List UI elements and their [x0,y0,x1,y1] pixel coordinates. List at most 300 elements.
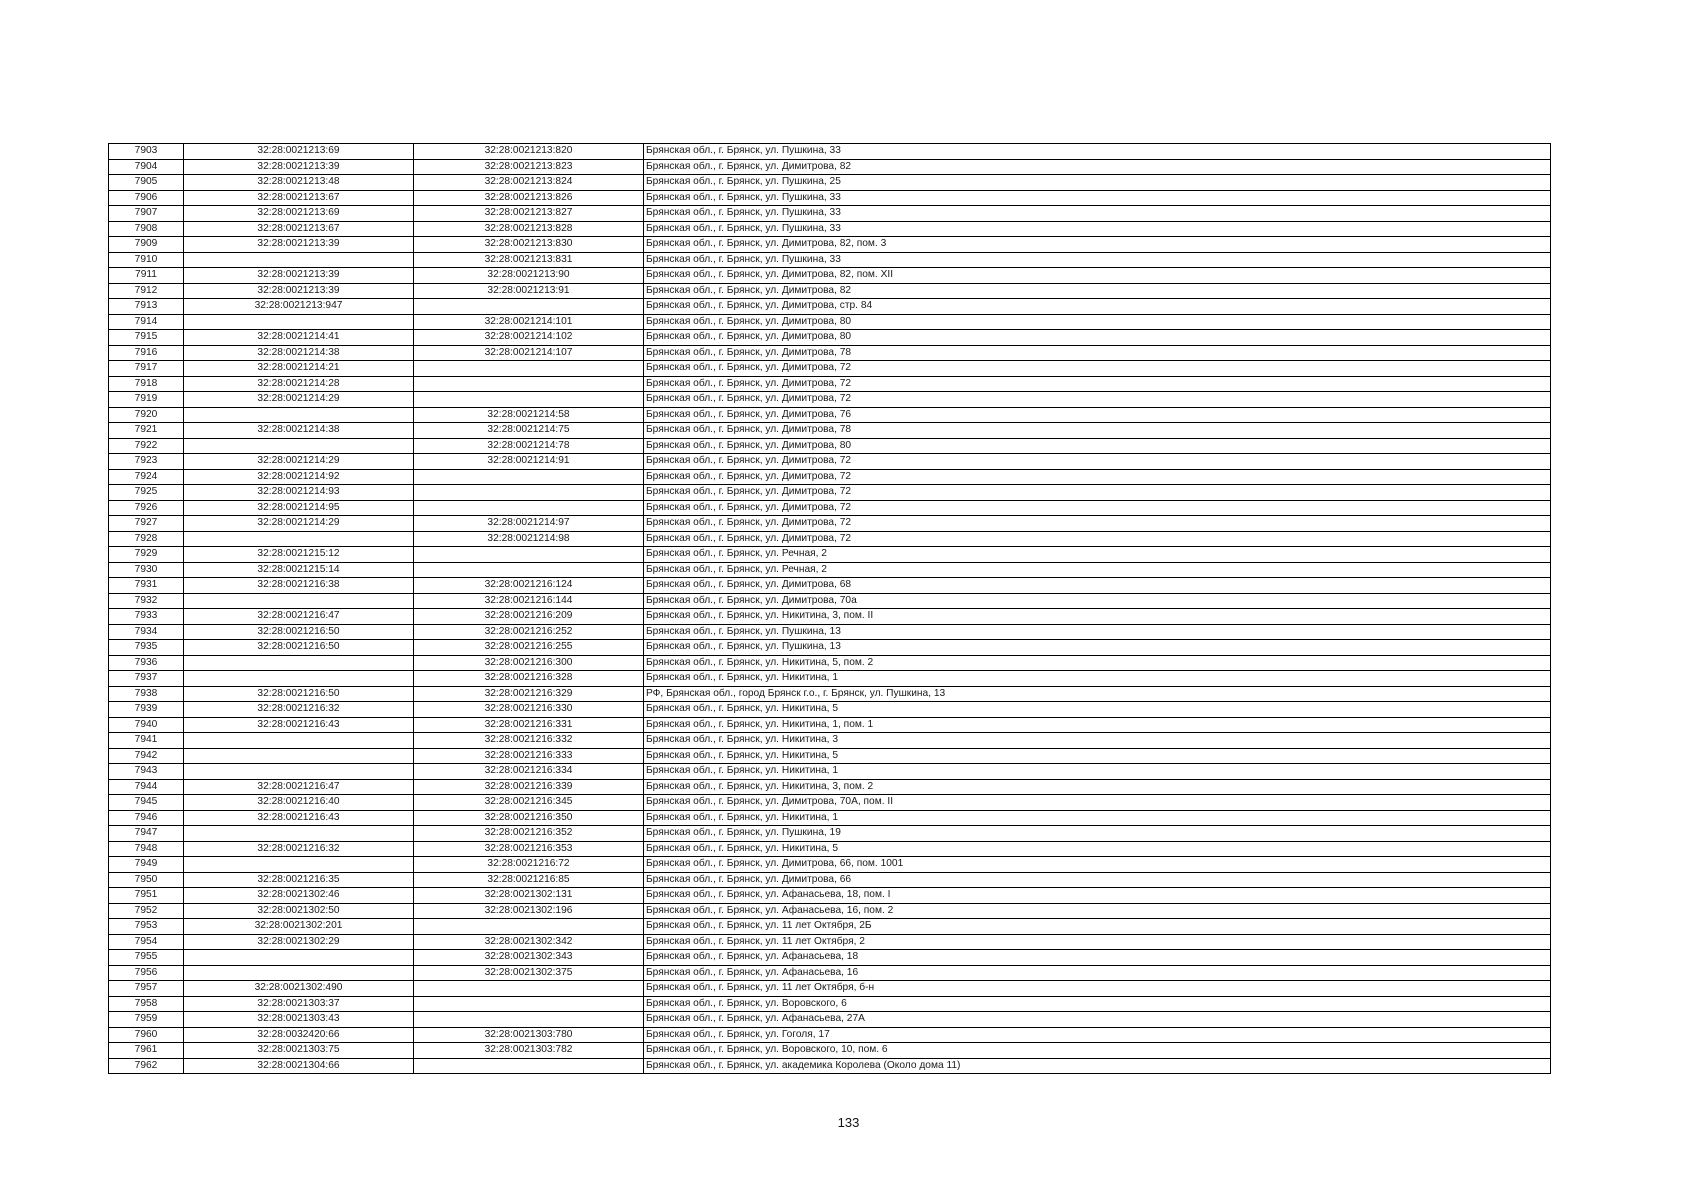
row-number-cell: 7941 [109,733,184,749]
land-plot-cadastral-cell: 32:28:0021303:43 [184,1012,414,1028]
address-cell: Брянская обл., г. Брянск, ул. Димитрова, 66, пом. 1001 [644,857,1551,873]
object-cadastral-cell: 32:28:0021214:58 [414,407,644,423]
object-cadastral-cell: 32:28:0021216:353 [414,841,644,857]
object-cadastral-cell [414,361,644,377]
object-cadastral-cell: 32:28:0021216:345 [414,795,644,811]
table-row [109,1058,1551,1074]
row-number-cell: 7940 [109,717,184,733]
land-plot-cadastral-cell: 32:28:0021214:29 [184,392,414,408]
object-cadastral-cell: 32:28:0021216:350 [414,810,644,826]
table-row [109,640,1551,656]
table-row [109,562,1551,578]
table-row [109,609,1551,625]
table-row [109,702,1551,718]
table-row [109,841,1551,857]
table-row [109,469,1551,485]
row-number-cell: 7906 [109,190,184,206]
land-plot-cadastral-cell: 32:28:0021214:29 [184,454,414,470]
table-row [109,547,1551,563]
row-number-cell: 7908 [109,221,184,237]
object-cadastral-cell: 32:28:0021302:375 [414,965,644,981]
land-plot-cadastral-cell [184,671,414,687]
table-row [109,392,1551,408]
table-row [109,981,1551,997]
row-number-cell: 7912 [109,283,184,299]
address-cell: Брянская обл., г. Брянск, ул. Никитина, 3 [644,733,1551,749]
row-number-cell: 7932 [109,593,184,609]
address-cell: Брянская обл., г. Брянск, ул. Речная, 2 [644,547,1551,563]
address-cell: Брянская обл., г. Брянск, ул. академика Королева (Около дома 11) [644,1058,1551,1074]
address-cell: Брянская обл., г. Брянск, ул. Димитрова, 72 [644,516,1551,532]
object-cadastral-cell [414,500,644,516]
land-plot-cadastral-cell: 32:28:0021213:947 [184,299,414,315]
address-cell: Брянская обл., г. Брянск, ул. Никитина, 1 [644,810,1551,826]
table-row [109,438,1551,454]
row-number-cell: 7933 [109,609,184,625]
object-cadastral-cell: 32:28:0021303:782 [414,1043,644,1059]
table-row [109,671,1551,687]
address-cell: Брянская обл., г. Брянск, ул. Пушкина, 33 [644,252,1551,268]
row-number-cell: 7917 [109,361,184,377]
table-row [109,376,1551,392]
address-cell: Брянская обл., г. Брянск, ул. Пушкина, 33 [644,190,1551,206]
land-plot-cadastral-cell: 32:28:0021304:66 [184,1058,414,1074]
address-cell: Брянская обл., г. Брянск, ул. Димитрова, 66 [644,872,1551,888]
object-cadastral-cell [414,919,644,935]
row-number-cell: 7942 [109,748,184,764]
land-plot-cadastral-cell: 32:28:0021216:32 [184,702,414,718]
table-row [109,500,1551,516]
address-cell: Брянская обл., г. Брянск, ул. Димитрова, 72 [644,361,1551,377]
row-number-cell: 7915 [109,330,184,346]
table-row [109,996,1551,1012]
address-cell: Брянская обл., г. Брянск, ул. Димитрова, 72 [644,392,1551,408]
address-cell: Брянская обл., г. Брянск, ул. Димитрова, 70а [644,593,1551,609]
address-cell: Брянская обл., г. Брянск, ул. Димитрова, стр. 84 [644,299,1551,315]
table-row [109,950,1551,966]
table-row [109,423,1551,439]
object-cadastral-cell: 32:28:0021216:339 [414,779,644,795]
land-plot-cadastral-cell: 32:28:0021302:201 [184,919,414,935]
land-plot-cadastral-cell: 32:28:0021303:37 [184,996,414,1012]
row-number-cell: 7935 [109,640,184,656]
land-plot-cadastral-cell [184,826,414,842]
address-cell: Брянская обл., г. Брянск, ул. Речная, 2 [644,562,1551,578]
table-row [109,733,1551,749]
address-cell: Брянская обл., г. Брянск, ул. Никитина, 1 [644,671,1551,687]
table-row [109,330,1551,346]
land-plot-cadastral-cell: 32:28:0021213:39 [184,268,414,284]
row-number-cell: 7943 [109,764,184,780]
land-plot-cadastral-cell: 32:28:0021302:50 [184,903,414,919]
land-plot-cadastral-cell [184,950,414,966]
address-cell: Брянская обл., г. Брянск, ул. Димитрова, 68 [644,578,1551,594]
address-cell: Брянская обл., г. Брянск, ул. Димитрова, 80 [644,330,1551,346]
object-cadastral-cell: 32:28:0021213:828 [414,221,644,237]
registry-table-body [109,144,1551,1074]
address-cell: Брянская обл., г. Брянск, ул. Афанасьева, 27А [644,1012,1551,1028]
object-cadastral-cell: 32:28:0021214:97 [414,516,644,532]
row-number-cell: 7951 [109,888,184,904]
object-cadastral-cell: 32:28:0021216:252 [414,624,644,640]
table-row [109,795,1551,811]
object-cadastral-cell: 32:28:0021216:331 [414,717,644,733]
row-number-cell: 7924 [109,469,184,485]
land-plot-cadastral-cell [184,655,414,671]
row-number-cell: 7904 [109,159,184,175]
object-cadastral-cell: 32:28:0021216:328 [414,671,644,687]
object-cadastral-cell: 32:28:0021216:352 [414,826,644,842]
object-cadastral-cell [414,485,644,501]
address-cell: Брянская обл., г. Брянск, ул. Димитрова, 82, пом. XII [644,268,1551,284]
object-cadastral-cell [414,981,644,997]
land-plot-cadastral-cell [184,438,414,454]
land-plot-cadastral-cell: 32:28:0021213:39 [184,159,414,175]
land-plot-cadastral-cell: 32:28:0021214:93 [184,485,414,501]
land-plot-cadastral-cell [184,531,414,547]
row-number-cell: 7958 [109,996,184,1012]
land-plot-cadastral-cell [184,733,414,749]
land-plot-cadastral-cell: 32:28:0021216:43 [184,810,414,826]
row-number-cell: 7926 [109,500,184,516]
land-plot-cadastral-cell: 32:28:0021216:40 [184,795,414,811]
land-plot-cadastral-cell: 32:28:0021216:50 [184,624,414,640]
table-row [109,748,1551,764]
object-cadastral-cell: 32:28:0021216:72 [414,857,644,873]
object-cadastral-cell: 32:28:0021216:332 [414,733,644,749]
object-cadastral-cell: 32:28:0021213:830 [414,237,644,253]
address-cell: Брянская обл., г. Брянск, ул. Димитрова, 82 [644,159,1551,175]
land-plot-cadastral-cell [184,252,414,268]
address-cell: Брянская обл., г. Брянск, ул. Никитина, 5 [644,702,1551,718]
registry-table [108,143,1551,1074]
land-plot-cadastral-cell: 32:28:0021216:32 [184,841,414,857]
land-plot-cadastral-cell: 32:28:0021216:38 [184,578,414,594]
address-cell: Брянская обл., г. Брянск, ул. Димитрова, 72 [644,485,1551,501]
address-cell: Брянская обл., г. Брянск, ул. 11 лет Октября, 2Б [644,919,1551,935]
row-number-cell: 7918 [109,376,184,392]
table-row [109,872,1551,888]
address-cell: Брянская обл., г. Брянск, ул. Димитрова, 72 [644,454,1551,470]
table-row [109,268,1551,284]
table-row [109,361,1551,377]
land-plot-cadastral-cell: 32:28:0021213:48 [184,175,414,191]
row-number-cell: 7957 [109,981,184,997]
row-number-cell: 7949 [109,857,184,873]
object-cadastral-cell: 32:28:0021216:334 [414,764,644,780]
object-cadastral-cell: 32:28:0021214:98 [414,531,644,547]
address-cell: Брянская обл., г. Брянск, ул. Никитина, 1, пом. 1 [644,717,1551,733]
land-plot-cadastral-cell [184,407,414,423]
table-row [109,826,1551,842]
land-plot-cadastral-cell: 32:28:0021214:92 [184,469,414,485]
object-cadastral-cell: 32:28:0021216:255 [414,640,644,656]
land-plot-cadastral-cell: 32:28:0021213:39 [184,237,414,253]
row-number-cell: 7945 [109,795,184,811]
land-plot-cadastral-cell: 32:28:0021214:38 [184,423,414,439]
row-number-cell: 7936 [109,655,184,671]
address-cell: Брянская обл., г. Брянск, ул. Пушкина, 13 [644,640,1551,656]
address-cell: Брянская обл., г. Брянск, ул. Афанасьева, 18 [644,950,1551,966]
table-row [109,454,1551,470]
row-number-cell: 7910 [109,252,184,268]
object-cadastral-cell [414,392,644,408]
address-cell: Брянская обл., г. Брянск, ул. Димитрова, 78 [644,345,1551,361]
land-plot-cadastral-cell: 32:28:0021216:35 [184,872,414,888]
table-row [109,857,1551,873]
row-number-cell: 7928 [109,531,184,547]
address-cell: Брянская обл., г. Брянск, ул. Пушкина, 33 [644,221,1551,237]
table-row [109,578,1551,594]
table-row [109,314,1551,330]
land-plot-cadastral-cell [184,965,414,981]
address-cell: Брянская обл., г. Брянск, ул. Никитина, 5, пом. 2 [644,655,1551,671]
table-row [109,221,1551,237]
address-cell: Брянская обл., г. Брянск, ул. Димитрова, 72 [644,500,1551,516]
row-number-cell: 7962 [109,1058,184,1074]
row-number-cell: 7946 [109,810,184,826]
land-plot-cadastral-cell: 32:28:0021214:38 [184,345,414,361]
address-cell: Брянская обл., г. Брянск, ул. Афанасьева, 18, пом. I [644,888,1551,904]
table-row [109,717,1551,733]
object-cadastral-cell: 32:28:0021302:343 [414,950,644,966]
table-row [109,252,1551,268]
row-number-cell: 7931 [109,578,184,594]
object-cadastral-cell: 32:28:0021216:209 [414,609,644,625]
land-plot-cadastral-cell: 32:28:0021214:28 [184,376,414,392]
object-cadastral-cell: 32:28:0021216:124 [414,578,644,594]
address-cell: Брянская обл., г. Брянск, ул. Димитрова, 70А, пом. II [644,795,1551,811]
land-plot-cadastral-cell: 32:28:0021216:47 [184,779,414,795]
object-cadastral-cell: 32:28:0021302:342 [414,934,644,950]
row-number-cell: 7961 [109,1043,184,1059]
address-cell: Брянская обл., г. Брянск, ул. Димитрова, 78 [644,423,1551,439]
row-number-cell: 7914 [109,314,184,330]
object-cadastral-cell: 32:28:0021216:330 [414,702,644,718]
table-row [109,159,1551,175]
row-number-cell: 7950 [109,872,184,888]
table-row [109,190,1551,206]
table-row [109,1027,1551,1043]
land-plot-cadastral-cell: 32:28:0021214:21 [184,361,414,377]
object-cadastral-cell: 32:28:0021213:90 [414,268,644,284]
address-cell: Брянская обл., г. Брянск, ул. Пушкина, 25 [644,175,1551,191]
object-cadastral-cell: 32:28:0021213:820 [414,144,644,160]
object-cadastral-cell [414,547,644,563]
row-number-cell: 7907 [109,206,184,222]
land-plot-cadastral-cell: 32:28:0021302:46 [184,888,414,904]
object-cadastral-cell: 32:28:0021214:102 [414,330,644,346]
table-row [109,934,1551,950]
land-plot-cadastral-cell: 32:28:0021216:43 [184,717,414,733]
row-number-cell: 7953 [109,919,184,935]
row-number-cell: 7909 [109,237,184,253]
object-cadastral-cell [414,376,644,392]
object-cadastral-cell [414,299,644,315]
row-number-cell: 7959 [109,1012,184,1028]
object-cadastral-cell: 32:28:0021216:144 [414,593,644,609]
table-row [109,965,1551,981]
address-cell: Брянская обл., г. Брянск, ул. Никитина, 1 [644,764,1551,780]
row-number-cell: 7930 [109,562,184,578]
object-cadastral-cell: 32:28:0021216:333 [414,748,644,764]
land-plot-cadastral-cell [184,764,414,780]
row-number-cell: 7934 [109,624,184,640]
land-plot-cadastral-cell [184,593,414,609]
address-cell: Брянская обл., г. Брянск, ул. Димитрова, 82, пом. 3 [644,237,1551,253]
land-plot-cadastral-cell: 32:28:0021213:67 [184,190,414,206]
address-cell: Брянская обл., г. Брянск, ул. Никитина, 3, пом. 2 [644,779,1551,795]
address-cell: Брянская обл., г. Брянск, ул. Димитрова, 82 [644,283,1551,299]
land-plot-cadastral-cell: 32:28:0021216:50 [184,640,414,656]
table-row [109,407,1551,423]
object-cadastral-cell [414,1058,644,1074]
row-number-cell: 7956 [109,965,184,981]
row-number-cell: 7944 [109,779,184,795]
land-plot-cadastral-cell: 32:28:0021215:12 [184,547,414,563]
address-cell: Брянская обл., г. Брянск, ул. Димитрова, 72 [644,469,1551,485]
table-row [109,764,1551,780]
land-plot-cadastral-cell: 32:28:0021213:69 [184,144,414,160]
land-plot-cadastral-cell: 32:28:0021213:69 [184,206,414,222]
row-number-cell: 7955 [109,950,184,966]
row-number-cell: 7913 [109,299,184,315]
land-plot-cadastral-cell: 32:28:0021213:67 [184,221,414,237]
table-row [109,516,1551,532]
land-plot-cadastral-cell: 32:28:0021302:29 [184,934,414,950]
table-row [109,888,1551,904]
object-cadastral-cell: 32:28:0021216:300 [414,655,644,671]
row-number-cell: 7903 [109,144,184,160]
land-plot-cadastral-cell: 32:28:0021302:490 [184,981,414,997]
address-cell: Брянская обл., г. Брянск, ул. Димитрова, 76 [644,407,1551,423]
row-number-cell: 7947 [109,826,184,842]
row-number-cell: 7929 [109,547,184,563]
table-row [109,237,1551,253]
address-cell: Брянская обл., г. Брянск, ул. Никитина, 3, пом. II [644,609,1551,625]
table-row [109,144,1551,160]
row-number-cell: 7954 [109,934,184,950]
object-cadastral-cell [414,996,644,1012]
row-number-cell: 7922 [109,438,184,454]
object-cadastral-cell: 32:28:0021213:827 [414,206,644,222]
row-number-cell: 7927 [109,516,184,532]
object-cadastral-cell [414,562,644,578]
object-cadastral-cell: 32:28:0021213:826 [414,190,644,206]
object-cadastral-cell: 32:28:0021213:91 [414,283,644,299]
land-plot-cadastral-cell: 32:28:0021216:47 [184,609,414,625]
address-cell: Брянская обл., г. Брянск, ул. Афанасьева, 16, пом. 2 [644,903,1551,919]
address-cell: Брянская обл., г. Брянск, ул. Воровского, 10, пом. 6 [644,1043,1551,1059]
land-plot-cadastral-cell [184,748,414,764]
address-cell: Брянская обл., г. Брянск, ул. Пушкина, 33 [644,206,1551,222]
table-row [109,1043,1551,1059]
object-cadastral-cell: 32:28:0021214:75 [414,423,644,439]
object-cadastral-cell: 32:28:0021302:196 [414,903,644,919]
land-plot-cadastral-cell: 32:28:0021214:41 [184,330,414,346]
row-number-cell: 7938 [109,686,184,702]
object-cadastral-cell [414,469,644,485]
address-cell: Брянская обл., г. Брянск, ул. Димитрова, 72 [644,531,1551,547]
object-cadastral-cell: 32:28:0021214:101 [414,314,644,330]
table-row [109,485,1551,501]
object-cadastral-cell: 32:28:0021216:329 [414,686,644,702]
table-row [109,810,1551,826]
land-plot-cadastral-cell [184,857,414,873]
land-plot-cadastral-cell: 32:28:0032420:66 [184,1027,414,1043]
address-cell: Брянская обл., г. Брянск, ул. Пушкина, 19 [644,826,1551,842]
row-number-cell: 7925 [109,485,184,501]
table-row [109,919,1551,935]
row-number-cell: 7923 [109,454,184,470]
object-cadastral-cell: 32:28:0021213:831 [414,252,644,268]
object-cadastral-cell: 32:28:0021302:131 [414,888,644,904]
table-row [109,903,1551,919]
address-cell: Брянская обл., г. Брянск, ул. Димитрова, 72 [644,376,1551,392]
address-cell: РФ, Брянская обл., город Брянск г.о., г. Брянск, ул. Пушкина, 13 [644,686,1551,702]
row-number-cell: 7921 [109,423,184,439]
row-number-cell: 7911 [109,268,184,284]
land-plot-cadastral-cell: 32:28:0021215:14 [184,562,414,578]
land-plot-cadastral-cell: 32:28:0021213:39 [184,283,414,299]
address-cell: Брянская обл., г. Брянск, ул. Пушкина, 13 [644,624,1551,640]
object-cadastral-cell: 32:28:0021214:78 [414,438,644,454]
table-row [109,299,1551,315]
table-row [109,593,1551,609]
row-number-cell: 7919 [109,392,184,408]
row-number-cell: 7916 [109,345,184,361]
row-number-cell: 7948 [109,841,184,857]
row-number-cell: 7920 [109,407,184,423]
object-cadastral-cell: 32:28:0021214:107 [414,345,644,361]
object-cadastral-cell [414,1012,644,1028]
table-row [109,206,1551,222]
page-number: 133 [837,1115,860,1130]
table-row [109,624,1551,640]
row-number-cell: 7952 [109,903,184,919]
land-plot-cadastral-cell: 32:28:0021303:75 [184,1043,414,1059]
address-cell: Брянская обл., г. Брянск, ул. Гоголя, 17 [644,1027,1551,1043]
object-cadastral-cell: 32:28:0021214:91 [414,454,644,470]
table-row [109,686,1551,702]
address-cell: Брянская обл., г. Брянск, ул. Никитина, 5 [644,748,1551,764]
table-row [109,283,1551,299]
land-plot-cadastral-cell [184,314,414,330]
table-row [109,655,1551,671]
address-cell: Брянская обл., г. Брянск, ул. Пушкина, 33 [644,144,1551,160]
table-row [109,531,1551,547]
land-plot-cadastral-cell: 32:28:0021214:95 [184,500,414,516]
table-row [109,779,1551,795]
address-cell: Брянская обл., г. Брянск, ул. Димитрова, 80 [644,438,1551,454]
address-cell: Брянская обл., г. Брянск, ул. Димитрова, 80 [644,314,1551,330]
object-cadastral-cell: 32:28:0021213:823 [414,159,644,175]
table-row [109,175,1551,191]
table-row [109,345,1551,361]
address-cell: Брянская обл., г. Брянск, ул. 11 лет Октября, б-н [644,981,1551,997]
object-cadastral-cell: 32:28:0021213:824 [414,175,644,191]
address-cell: Брянская обл., г. Брянск, ул. Воровского, 6 [644,996,1551,1012]
object-cadastral-cell: 32:28:0021303:780 [414,1027,644,1043]
row-number-cell: 7960 [109,1027,184,1043]
land-plot-cadastral-cell: 32:28:0021216:50 [184,686,414,702]
row-number-cell: 7939 [109,702,184,718]
row-number-cell: 7905 [109,175,184,191]
object-cadastral-cell: 32:28:0021216:85 [414,872,644,888]
address-cell: Брянская обл., г. Брянск, ул. Никитина, 5 [644,841,1551,857]
row-number-cell: 7937 [109,671,184,687]
address-cell: Брянская обл., г. Брянск, ул. 11 лет Октября, 2 [644,934,1551,950]
